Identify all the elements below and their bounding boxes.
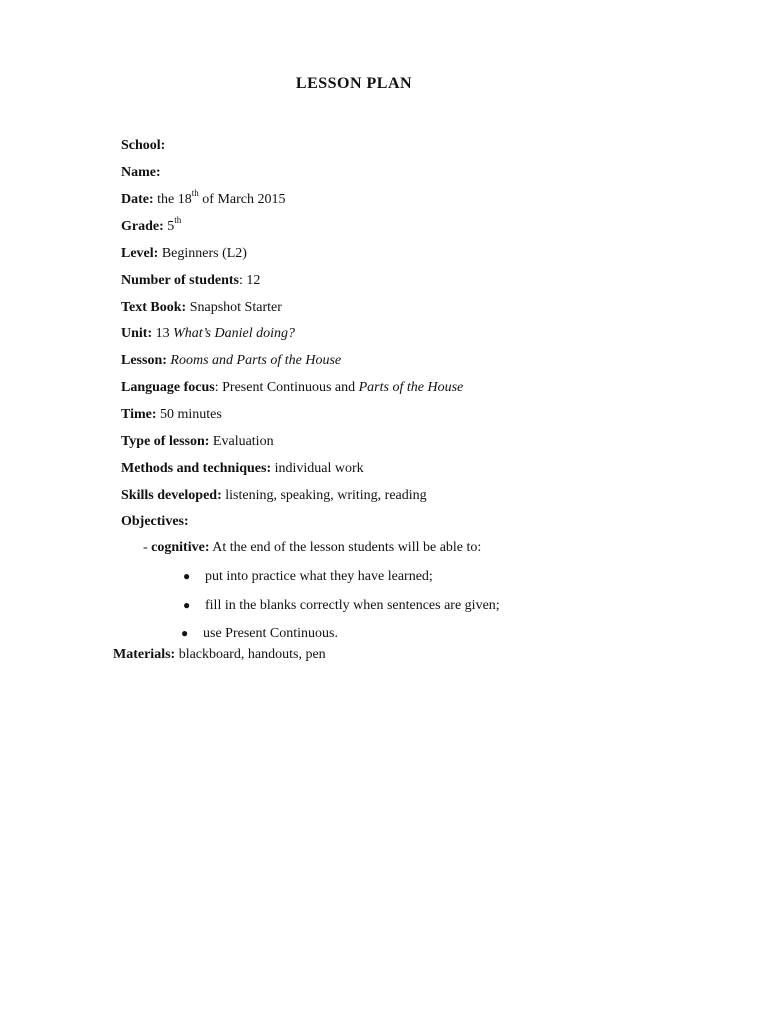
level-field: [121, 245, 247, 263]
objectives-field: [121, 513, 189, 531]
skills-field: [121, 487, 427, 505]
methods-value: individual work: [271, 461, 364, 476]
name-label: Name:: [121, 165, 161, 180]
cognitive-text: At the end of the lesson students will be able to:: [209, 540, 482, 555]
level-label: Level:: [121, 246, 159, 261]
methods-field: [121, 460, 364, 478]
date-suffix: th: [191, 188, 199, 199]
language-focus-topic: Parts of the House: [358, 380, 464, 395]
date-field: [121, 188, 286, 209]
page-title: LESSON PLAN: [295, 75, 413, 92]
date-label: Date:: [121, 192, 154, 207]
time-field: [121, 406, 222, 424]
cognitive-objective: [143, 539, 481, 557]
language-focus-field: [121, 379, 463, 397]
textbook-field: [121, 299, 282, 317]
skills-value: listening, speaking, writing, reading: [221, 488, 427, 503]
students-field: [121, 272, 260, 290]
lesson-label: Lesson:: [121, 353, 167, 368]
list-item-text: use Present Continuous.: [203, 626, 338, 641]
list-item-text: put into practice what they have learned;: [205, 569, 433, 584]
skills-label: Skills developed:: [121, 488, 222, 503]
unit-label: Unit:: [121, 326, 153, 341]
unit-number: 13: [152, 326, 174, 341]
textbook-label: Text Book:: [121, 300, 187, 315]
students-value: : 12: [238, 273, 261, 288]
language-focus-value: : Present Continuous and: [214, 380, 359, 395]
type-field: [121, 433, 274, 451]
list-item-text: fill in the blanks correctly when sentences are given;: [205, 598, 500, 613]
language-focus-label: Language focus: [121, 380, 215, 395]
materials-field: [113, 646, 326, 664]
time-value: 50 minutes: [156, 407, 222, 422]
level-value: Beginners (L2): [158, 246, 247, 261]
lesson-title: Rooms and Parts of the House: [170, 353, 342, 368]
grade-label: Grade:: [121, 219, 164, 234]
grade-value: 5: [163, 219, 175, 234]
list-item: [183, 567, 433, 586]
school-field: [121, 137, 165, 155]
cognitive-label: cognitive:: [151, 540, 210, 555]
materials-value: blackboard, handouts, pen: [175, 647, 326, 662]
objectives-label: Objectives:: [121, 514, 189, 529]
date-day: the 18: [153, 192, 192, 207]
bullet-icon: ●: [183, 569, 191, 583]
bullet-icon: ●: [183, 598, 191, 612]
type-label: Type of lesson:: [121, 434, 210, 449]
unit-title: What’s Daniel doing?: [173, 326, 295, 341]
lesson-field: [121, 352, 341, 370]
methods-label: Methods and techniques:: [121, 461, 272, 476]
list-item: [183, 596, 500, 615]
school-label: School:: [121, 138, 166, 153]
students-label: Number of students: [121, 273, 239, 288]
date-rest: of March 2015: [198, 192, 286, 207]
textbook-value: Snapshot Starter: [186, 300, 282, 315]
unit-field: [121, 325, 295, 343]
name-field: [121, 164, 161, 182]
grade-field: [121, 215, 182, 236]
materials-label: Materials:: [113, 647, 176, 662]
type-value: Evaluation: [209, 434, 274, 449]
bullet-icon: ●: [181, 626, 189, 640]
list-item: [181, 624, 338, 643]
time-label: Time:: [121, 407, 157, 422]
cognitive-dash: -: [143, 540, 152, 555]
grade-suffix: th: [174, 215, 182, 226]
